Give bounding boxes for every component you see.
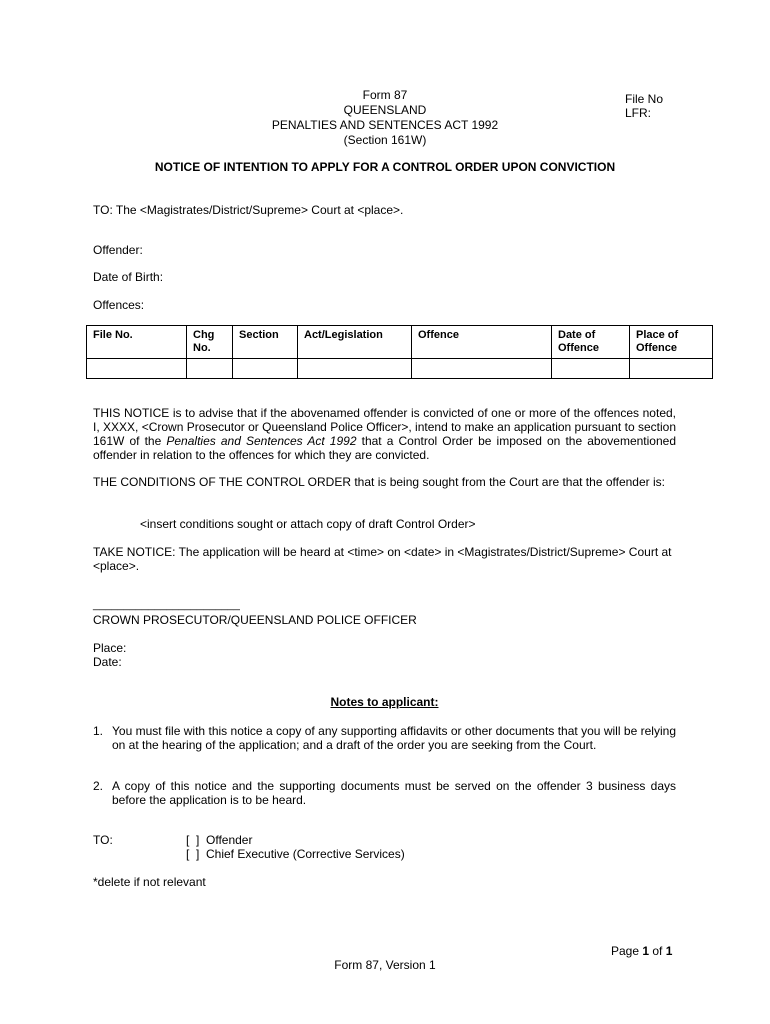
dob-label: Date of Birth: [93,270,164,284]
offender-label: Offender: [93,243,143,257]
notice-text-b: that a Control Order be imposed on the abovementioned offender in relation to the offences for which they are convicted. [93,434,676,462]
form-header [235,88,535,148]
col-act-legislation: Act/Legislation [298,326,412,359]
col-offence: Offence [412,326,552,359]
conditions-placeholder: <insert conditions sought or attach copy of draft Control Order> [140,517,476,531]
note-item-2 [93,779,676,807]
table-cell[interactable] [552,359,630,379]
table-cell[interactable] [187,359,233,379]
offences-label: Offences: [93,298,145,312]
table-row [87,359,713,379]
note-number: 1. [93,724,104,738]
table-cell[interactable] [630,359,713,379]
recipients-label: TO: [93,833,113,847]
take-notice-paragraph: TAKE NOTICE: The application will be heard at <time> on <date> in <Magistrates/District/Supreme> Court at <place>. [93,545,672,573]
form-version: Form 87, Version 1 [334,958,436,972]
date-label: Date: [93,655,122,669]
recipient-chief-executive-option[interactable]: [ ] Chief Executive (Corrective Services) [186,847,405,861]
state-name: QUEENSLAND [343,103,427,117]
table-header-row [87,326,713,359]
place-label: Place: [93,641,127,655]
recipient-offender-option[interactable]: [ ] Offender [186,833,253,847]
conditions-paragraph: THE CONDITIONS OF THE CONTROL ORDER that is being sought from the Court are that the offender is: [93,475,665,489]
page-prefix: Page [611,944,643,958]
col-section: Section [233,326,298,359]
lfr-label: LFR: [625,106,652,120]
file-reference [625,92,663,120]
document-title: NOTICE OF INTENTION TO APPLY FOR A CONTROL ORDER UPON CONVICTION [154,160,616,174]
col-date-of-offence: Date of Offence [552,326,630,359]
col-place-of-offence: Place of Offence [630,326,713,359]
act-name: PENALTIES AND SENTENCES ACT 1992 [271,118,499,132]
notes-heading-text: Notes to applicant: [330,695,439,709]
page-of: of [649,944,666,958]
form-number: Form 87 [362,88,408,102]
page-total: 1 [665,944,673,958]
page-number [611,944,672,958]
act-citation: Penalties and Sentences Act 1992 [166,434,357,448]
to-court-line: TO: The <Magistrates/District/Supreme> Court at <place>. [93,203,404,217]
page-current: 1 [642,944,650,958]
notice-paragraph [93,406,676,462]
note-text: You must file with this notice a copy of any supporting affidavits or other documents that you will be relying on at the hearing of the application; and a draft of the order you are seeking from the Court. [112,724,676,752]
delete-footnote: *delete if not relevant [93,875,206,889]
signatory-role: CROWN PROSECUTOR/QUEENSLAND POLICE OFFICER [93,613,417,627]
table-cell[interactable] [87,359,187,379]
section-ref: (Section 161W) [343,133,427,147]
signature-line: ________________________ [93,599,240,611]
col-file-no: File No. [87,326,187,359]
table-cell[interactable] [233,359,298,379]
table-cell[interactable] [412,359,552,379]
recipients-options [186,833,405,861]
note-item-1 [93,724,676,752]
offences-table [86,325,713,379]
table-cell[interactable] [298,359,412,379]
note-number: 2. [93,779,104,793]
note-text: A copy of this notice and the supporting documents must be served on the offender 3 business days before the application is to be heard. [112,779,676,807]
col-chg-no: Chg No. [187,326,233,359]
file-no-label: File No [625,92,664,106]
notice-text-a: THIS NOTICE is to advise that if the abovenamed offender is convicted of one or more of the offences noted, I, XXXX, <Crown Prosecutor or Queensland Police Officer>, intend to make an application pursuant to section 161W of the [93,406,676,448]
notes-heading [93,695,676,709]
